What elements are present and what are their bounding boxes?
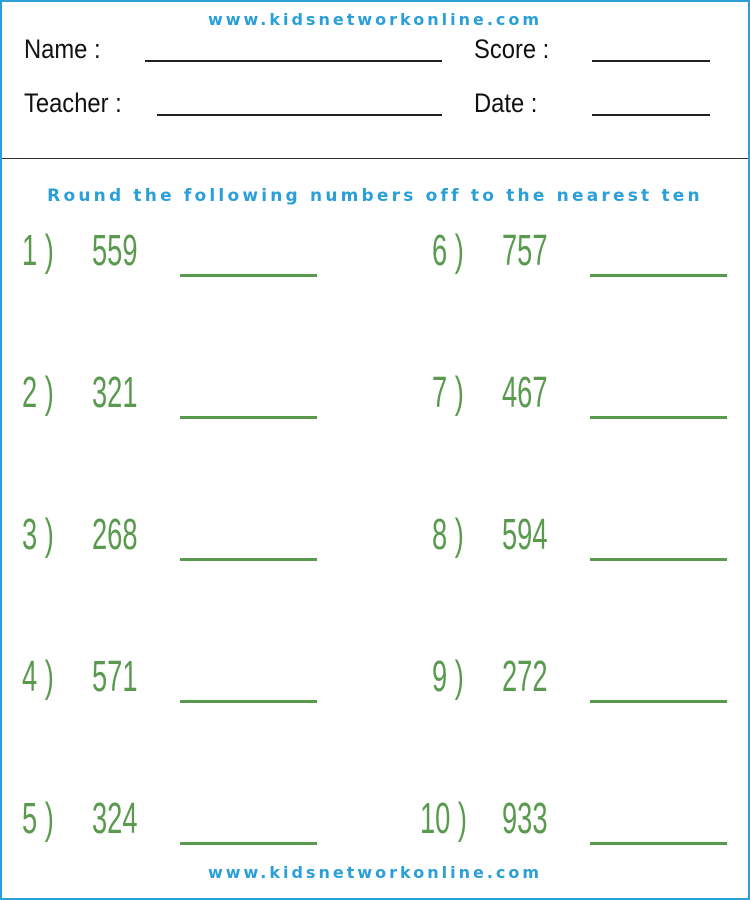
problem-item [22, 795, 342, 855]
problem-value: 268 [92, 510, 138, 559]
problem-number: 5 ) [22, 794, 54, 843]
problem-item [432, 227, 750, 287]
answer-blank[interactable] [590, 416, 727, 419]
problem-number: 7 ) [432, 368, 464, 417]
problem-number: 2 ) [22, 368, 54, 417]
problem-item [22, 653, 342, 713]
date-label: Date : [474, 88, 538, 118]
problem-value: 324 [92, 794, 138, 843]
instructions: Round the following numbers off to the nearest ten [47, 186, 703, 206]
problem-number: 10 ) [420, 794, 468, 843]
website-footer: www.kidsnetworkonline.com [207, 863, 543, 882]
date-field[interactable] [592, 114, 710, 116]
problem-value: 272 [502, 652, 548, 701]
answer-blank[interactable] [590, 274, 727, 277]
problem-item [432, 369, 750, 429]
name-label: Name : [24, 34, 101, 64]
answer-blank[interactable] [180, 416, 317, 419]
answer-blank[interactable] [180, 700, 317, 703]
problem-item [22, 511, 342, 571]
problem-value: 467 [502, 368, 548, 417]
problem-item [420, 795, 740, 855]
teacher-field[interactable] [157, 114, 442, 116]
name-field[interactable] [145, 60, 442, 62]
answer-blank[interactable] [590, 700, 727, 703]
problem-item [432, 653, 750, 713]
header-divider [2, 158, 748, 159]
problem-item [22, 369, 342, 429]
answer-blank[interactable] [590, 558, 727, 561]
problem-item [22, 227, 342, 287]
answer-blank[interactable] [180, 558, 317, 561]
problem-number: 1 ) [22, 226, 54, 275]
teacher-label: Teacher : [24, 88, 122, 118]
problem-item [432, 511, 750, 571]
problem-number: 8 ) [432, 510, 464, 559]
problem-value: 321 [92, 368, 138, 417]
problem-value: 933 [502, 794, 548, 843]
answer-blank[interactable] [180, 274, 317, 277]
problem-value: 757 [502, 226, 548, 275]
score-label: Score : [474, 34, 550, 64]
website-header: www.kidsnetworkonline.com [207, 10, 543, 29]
answer-blank[interactable] [590, 842, 727, 845]
problem-number: 4 ) [22, 652, 54, 701]
problem-number: 3 ) [22, 510, 54, 559]
problem-value: 594 [502, 510, 548, 559]
problem-value: 559 [92, 226, 138, 275]
answer-blank[interactable] [180, 842, 317, 845]
problem-value: 571 [92, 652, 138, 701]
problem-number: 9 ) [432, 652, 464, 701]
score-field[interactable] [592, 60, 710, 62]
problem-number: 6 ) [432, 226, 464, 275]
